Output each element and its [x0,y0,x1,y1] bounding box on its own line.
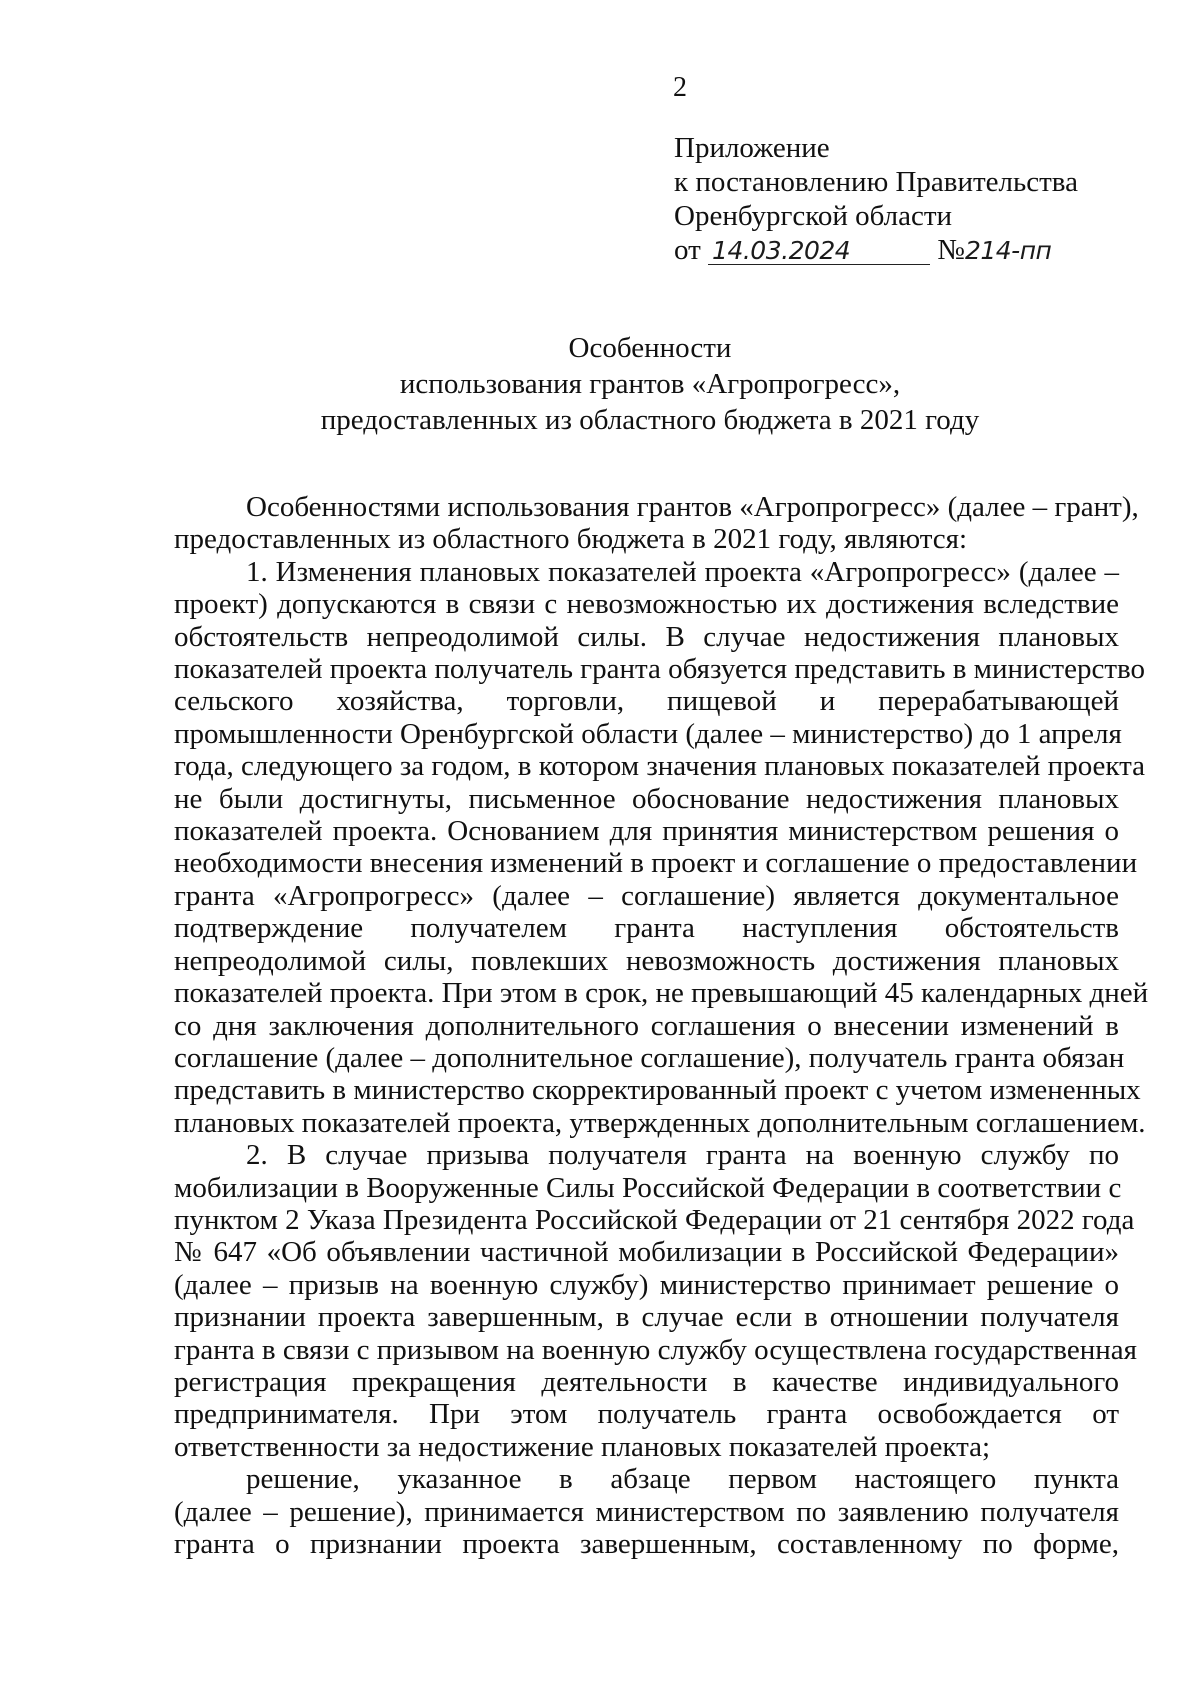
number-field [965,237,1065,264]
body-line: признании проекта завершенным, в случае если в отношении получателя [174,1301,1119,1334]
body-line: (далее – призыв на военную службу) министерство принимает решение о [174,1268,1119,1301]
number-prefix: № [937,234,965,266]
body-line: сельского хозяйства, торговли, пищевой и перерабатывающей [174,685,1119,718]
appendix-line-2: к постановлению Правительства [674,166,1078,198]
body-line: показателей проекта. При этом в срок, не превышающий 45 календарных дней [174,977,1149,1010]
title-line-3: предоставленных из областного бюджета в 2021 году [320,404,980,436]
body-line: (далее – решение), принимается министерством по заявлению получателя [174,1495,1119,1528]
body-line: показателей проекта. Основанием для принятия министерством решения о [174,815,1119,848]
body-line: обстоятельств непреодолимой силы. В случае недостижения плановых [174,620,1119,653]
body-line: представить в министерство скорректированный проект с учетом измененных [174,1074,1141,1107]
date-field [708,237,930,265]
body-line: мобилизации в Вооруженные Силы Российской Федерации в соответствии с [174,1171,1122,1204]
body-line: не были достигнуты, письменное обоснование недостижения плановых [174,782,1119,815]
body-line: Особенностями использования грантов «Агропрогресс» (далее – грант), [246,491,1139,523]
body-line: регистрация прекращения деятельности в качестве индивидуального [174,1365,1119,1398]
body-line: проект) допускаются в связи с невозможностью их достижения вследствие [174,588,1119,621]
appendix-header [674,131,1114,267]
body-line: гранта о признании проекта завершенным, составленному по форме, [174,1528,1119,1560]
body-line: 1. Изменения плановых показателей проекта «Агропрогресс» (далее – [246,555,1119,588]
body-line: непреодолимой силы, повлекших невозможность достижения плановых [174,944,1119,977]
body-line: года, следующего за годом, в котором значения плановых показателей проекта [174,750,1146,783]
appendix-line-1: Приложение [674,132,830,164]
body-line: плановых показателей проекта, утвержденных дополнительным соглашением. [174,1106,1146,1139]
body-line: со дня заключения дополнительного соглашения о внесении изменений в [174,1009,1119,1042]
body-line: 2. В случае призыва получателя гранта на военную службу по [246,1139,1119,1172]
body-line: ответственности за недостижение плановых показателей проекта; [174,1430,991,1463]
document-body [174,491,1149,1560]
page-number: 2 [673,72,687,103]
body-line: гранта «Агропрогресс» (далее – соглашение) является документальное [174,879,1119,912]
body-line: показателей проекта получатель гранта обязуется представить в министерство [174,653,1146,686]
document-title [180,330,1120,438]
appendix-date-number [674,233,1114,267]
body-line: соглашение (далее – дополнительное соглашение), получатель гранта обязан [174,1041,1125,1074]
title-line-2: использования грантов «Агропрогресс», [399,368,901,400]
title-line-1: Особенности [568,332,732,364]
handwritten-date: 14.03.2024 [712,236,851,265]
body-line: № 647 «Об объявлении частичной мобилизации в Российской Федерации» [174,1236,1119,1269]
body-line: промышленности Оренбургской области (далее – министерство) до 1 апреля [174,717,1122,750]
body-line: гранта в связи с призывом на военную службу осуществлена государственная [174,1333,1137,1366]
appendix-line-3: Оренбургской области [674,200,953,232]
body-line: пунктом 2 Указа Президента Российской Федерации от 21 сентября 2022 года [174,1203,1135,1236]
body-line: решение, указанное в абзаце первом настоящего пункта [246,1463,1119,1496]
body-line: предоставленных из областного бюджета в 2021 году, являются: [174,523,968,556]
handwritten-number: 214-пп [964,236,1052,265]
body-line: предпринимателя. При этом получатель гранта освобождается от [174,1398,1119,1431]
body-line: необходимости внесения изменений в проект и соглашение о предоставлении [174,847,1138,880]
body-line: подтверждение получателем гранта наступления обстоятельств [174,912,1119,945]
date-prefix: от [674,234,701,266]
